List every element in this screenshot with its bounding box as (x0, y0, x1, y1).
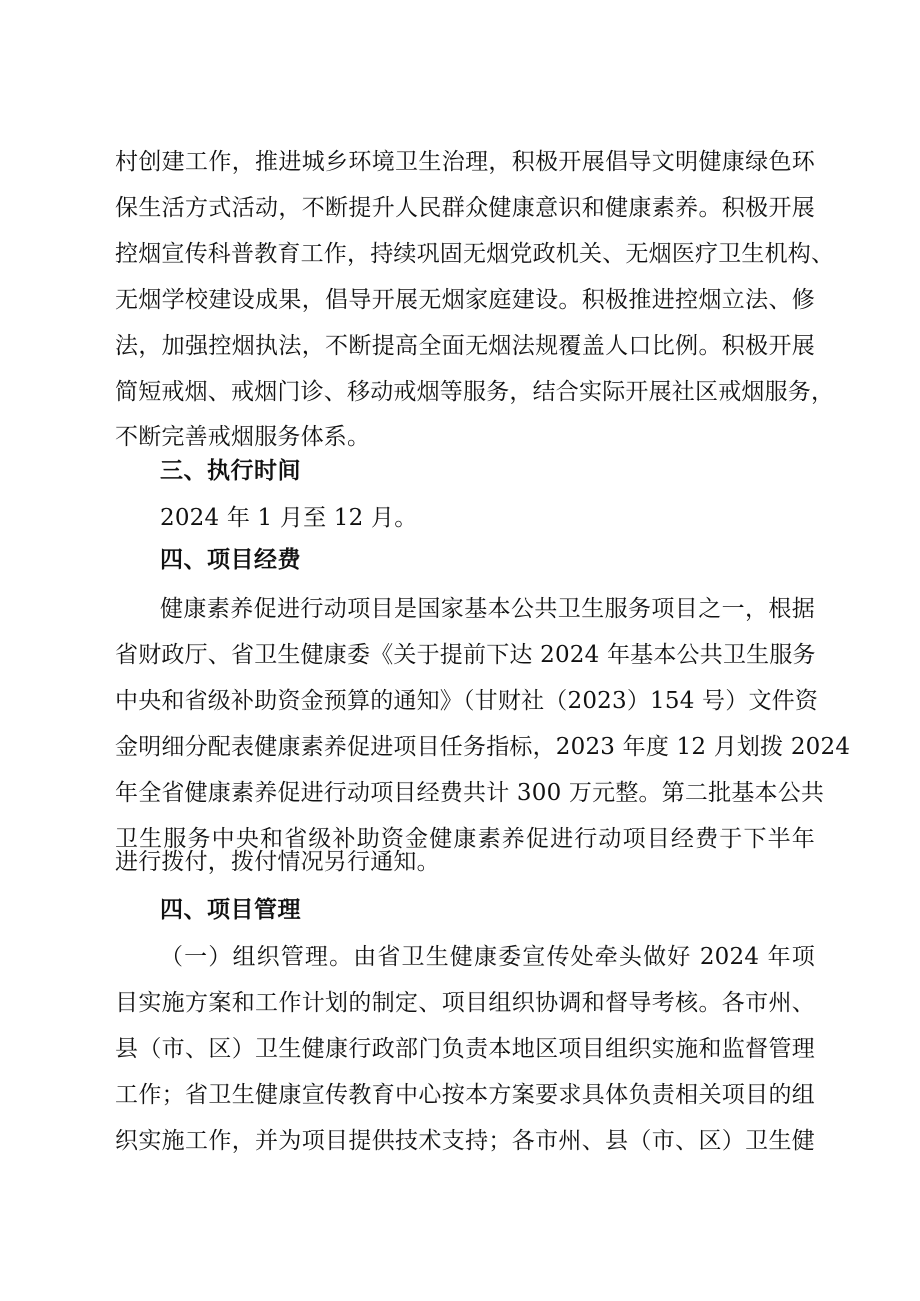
paragraph-line: 目实施方案和工作计划的制定、项目组织协调和督导考核。各市州、 (115, 990, 815, 1016)
section-heading-project-management: 四、项目管理 (160, 897, 301, 923)
paragraph-line: 卫生服务中央和省级补助资金健康素养促进行动项目经费于下半年 (115, 826, 815, 852)
section-heading-execution-time: 三、执行时间 (160, 458, 301, 484)
paragraph-line: 省财政厅、省卫生健康委《关于提前下达 2024 年基本公共卫生服务 (115, 642, 816, 668)
execution-period: 2024 年 1 月至 12 月。 (160, 505, 418, 531)
paragraph-line: 进行拨付，拨付情况另行通知。 (115, 849, 440, 875)
paragraph-line: （一）组织管理。由省卫生健康委宣传处牵头做好 2024 年项 (160, 944, 815, 970)
paragraph-line: 不断完善戒烟服务体系。 (115, 424, 371, 450)
paragraph-line: 年全省健康素养促进行动项目经费共计 300 万元整。第二批基本公共 (115, 780, 825, 806)
paragraph-line: 简短戒烟、戒烟门诊、移动戒烟等服务，结合实际开展社区戒烟服务， (115, 379, 835, 405)
paragraph-line: 控烟宣传科普教育工作，持续巩固无烟党政机关、无烟医疗卫生机构、 (115, 241, 835, 267)
paragraph-line: 织实施工作，并为项目提供技术支持；各市州、县（市、区）卫生健 (115, 1128, 815, 1154)
paragraph-line: 金明细分配表健康素养促进项目任务指标，2023 年度 12 月划拨 2024 (115, 734, 851, 760)
paragraph-line: 健康素养促进行动项目是国家基本公共卫生服务项目之一，根据 (160, 596, 815, 622)
paragraph-line: 县（市、区）卫生健康行政部门负责本地区项目组织实施和监督管理 (115, 1036, 815, 1062)
paragraph-line: 保生活方式活动，不断提升人民群众健康意识和健康素养。积极开展 (115, 195, 815, 221)
section-heading-project-funds: 四、项目经费 (160, 547, 301, 573)
paragraph-line: 工作；省卫生健康宣传教育中心按本方案要求具体负责相关项目的组 (115, 1082, 815, 1108)
paragraph-line: 中央和省级补助资金预算的通知》（甘财社（2023）154 号）文件资 (115, 688, 819, 714)
paragraph-line: 法，加强控烟执法，不断提高全面无烟法规覆盖人口比例。积极开展 (115, 333, 815, 359)
paragraph-line: 无烟学校建设成果，倡导开展无烟家庭建设。积极推进控烟立法、修 (115, 287, 815, 313)
paragraph-line: 村创建工作，推进城乡环境卫生治理，积极开展倡导文明健康绿色环 (115, 149, 815, 175)
